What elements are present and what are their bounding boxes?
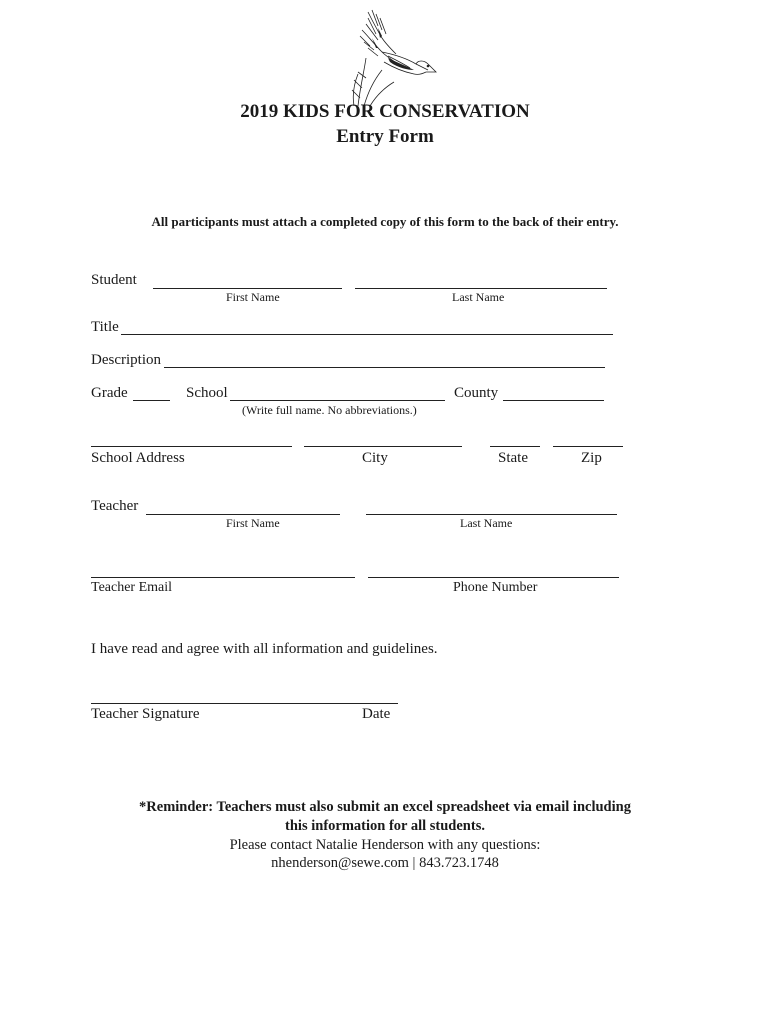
student-last-name-hint: Last Name [452,290,505,304]
teacher-label: Teacher [91,498,139,514]
school-hint: (Write full name. No abbreviations.) [242,403,417,417]
reminder-line-1: *Reminder: Teachers must also submit an excel spreadsheet via email including [139,799,631,815]
zip-field[interactable] [553,446,623,447]
zip-label: Zip [581,450,602,466]
attachment-notice: All participants must attach a completed copy of this form to the back of their entry. [151,214,619,229]
county-label: County [454,385,499,401]
student-first-name-hint: First Name [226,290,280,304]
contact-line-2[interactable]: nhenderson@sewe.com | 843.723.1748 [271,855,499,871]
teacher-first-name-hint: First Name [226,516,280,530]
duck-illustration-icon [348,8,438,106]
agreement-text: I have read and agree with all information and guidelines. [91,641,438,657]
student-first-name-field[interactable] [153,288,342,289]
teacher-signature-label: Teacher Signature [91,706,200,722]
teacher-last-name-field[interactable] [366,514,617,515]
title-label: Title [91,319,119,335]
reminder-line-2: this information for all students. [285,818,485,834]
school-label: School [186,385,228,401]
description-label: Description [91,352,161,368]
teacher-last-name-hint: Last Name [460,516,513,530]
teacher-email-field[interactable] [91,577,355,578]
reminder-text [0,798,770,836]
student-label: Student [91,272,137,288]
city-field[interactable] [304,446,462,447]
date-label: Date [362,706,391,722]
grade-label: Grade [91,385,128,401]
county-field[interactable] [503,400,604,401]
contact-line-1: Please contact Natalie Henderson with any questions: [229,837,541,853]
description-field[interactable] [164,367,605,368]
teacher-first-name-field[interactable] [146,514,340,515]
student-last-name-field[interactable] [355,288,607,289]
title-field[interactable] [121,334,613,335]
school-field[interactable] [230,400,445,401]
teacher-signature-field[interactable] [91,703,398,704]
phone-number-label: Phone Number [453,580,538,595]
school-address-field[interactable] [91,446,292,447]
state-label: State [498,450,528,466]
phone-number-field[interactable] [368,577,619,578]
school-address-label: School Address [91,450,185,466]
page-subtitle: Entry Form [336,126,434,147]
city-label: City [362,450,388,466]
contact-info [0,836,770,872]
page-title: 2019 KIDS FOR CONSERVATION [240,101,530,122]
state-field[interactable] [490,446,540,447]
grade-field[interactable] [133,400,170,401]
teacher-email-label: Teacher Email [91,580,173,595]
